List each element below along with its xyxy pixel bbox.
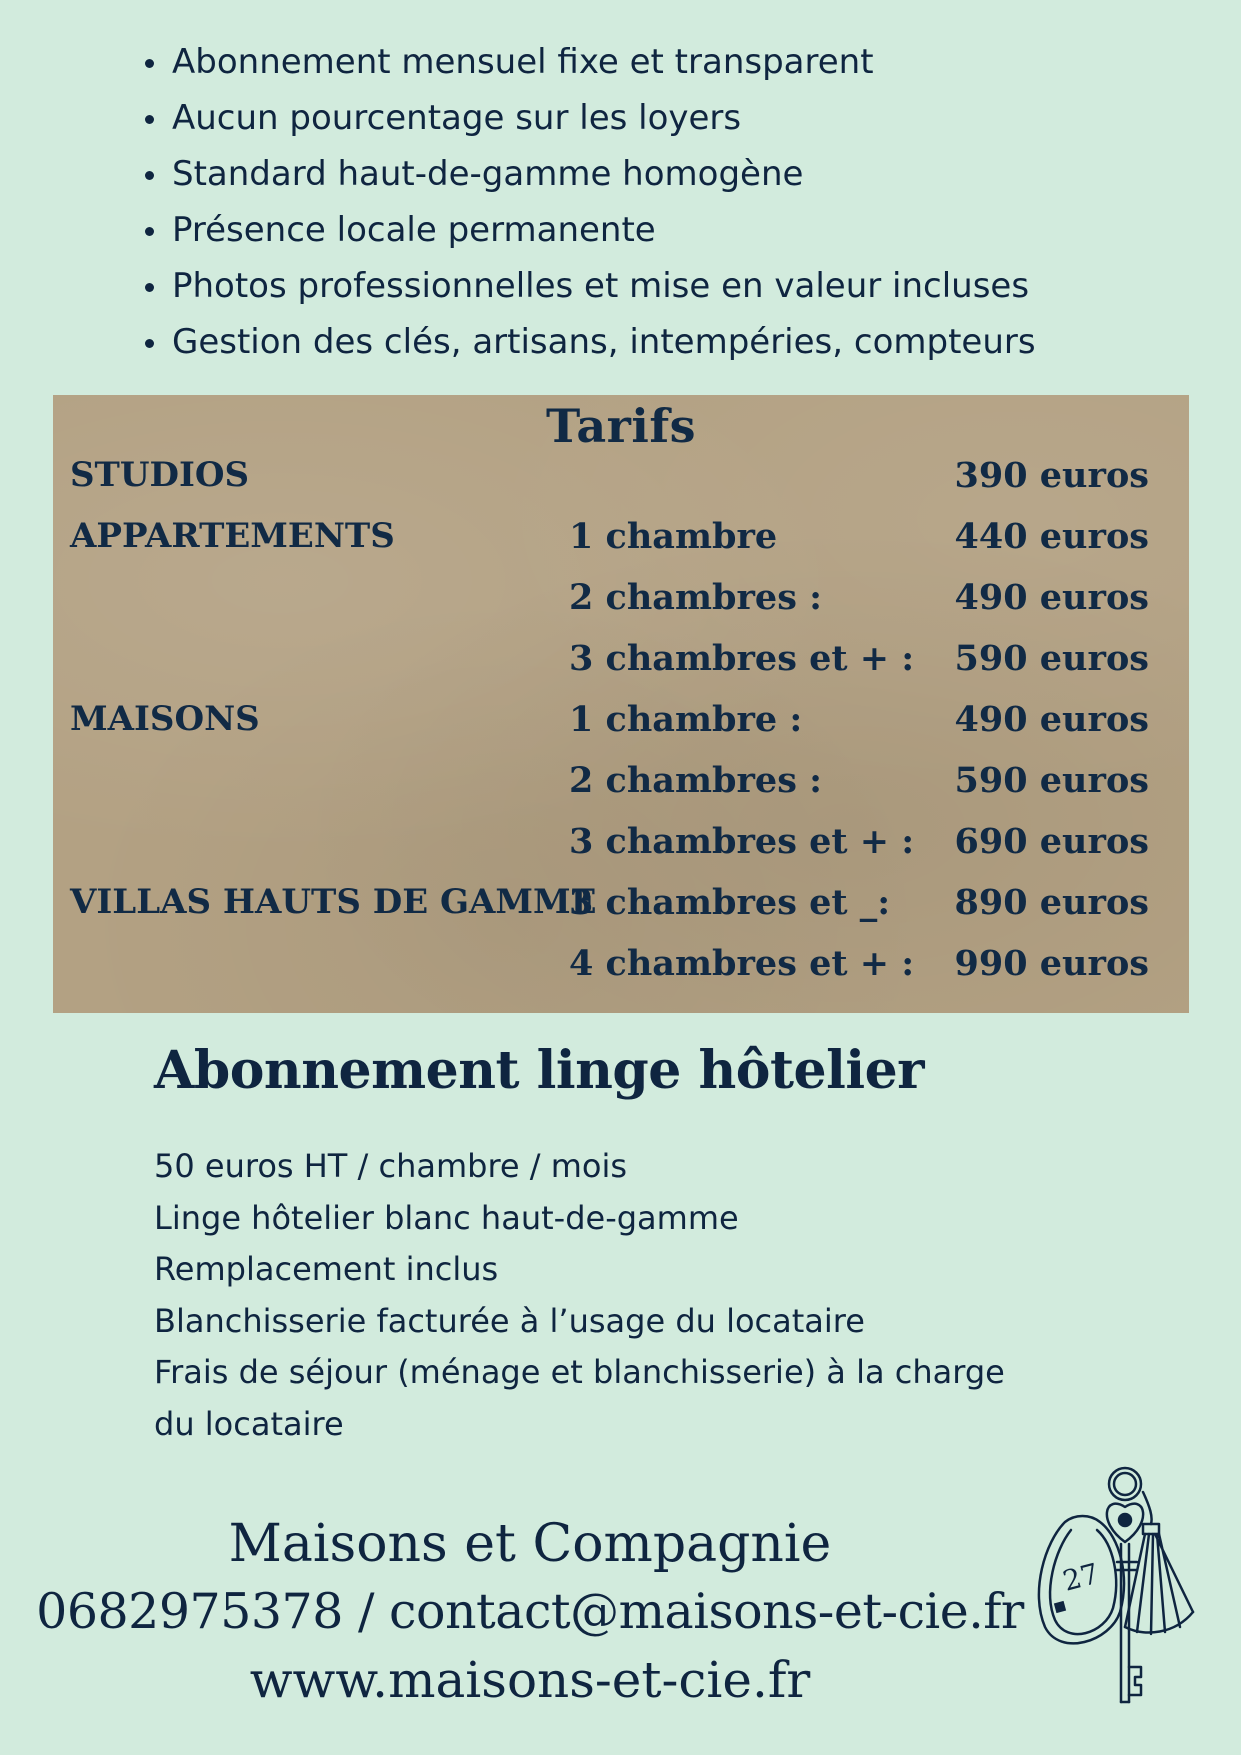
website-link[interactable]: www.maisons-et-cie.fr	[249, 1651, 811, 1709]
linge-item: Frais de séjour (ménage et blanchisserie) à la charge du locataire	[154, 1353, 1005, 1443]
tarif-price: 490 euros	[954, 699, 1149, 740]
linge-item: Blanchisserie facturée à l’usage du locataire	[154, 1301, 865, 1340]
feature-item: • Photos professionnelles et mise en valeur incluses	[170, 258, 1036, 314]
tarif-row	[53, 760, 1189, 821]
tarifs-panel	[53, 395, 1189, 1013]
tarif-category: VILLAS HAUTS DE GAMME	[70, 882, 597, 922]
tarif-price: 390 euros	[954, 455, 1149, 496]
tarif-price: 690 euros	[954, 821, 1149, 862]
linge-item: Remplacement inclus	[154, 1250, 499, 1288]
feature-item: • Aucun pourcentage sur les loyers	[170, 90, 1036, 146]
tarif-rooms: 3 chambres et _:	[569, 882, 891, 923]
tarif-price: 990 euros	[954, 943, 1149, 984]
contact-block	[0, 1510, 1060, 1714]
company-name: Maisons et Compagnie	[228, 1514, 832, 1574]
tarif-row	[53, 455, 1189, 516]
tarif-rooms: 4 chambres et + :	[569, 943, 915, 984]
phone-email[interactable]: 0682975378 / contact@maisons-et-cie.fr	[36, 1583, 1024, 1640]
tarif-category: MAISONS	[70, 699, 260, 739]
linge-details	[154, 1141, 1014, 1450]
feature-item: • Présence locale permanente	[170, 202, 1036, 258]
tarif-row	[53, 943, 1189, 1004]
tarif-rooms: 3 chambres et + :	[569, 821, 915, 862]
tarif-row	[53, 638, 1189, 699]
tarif-price: 490 euros	[954, 577, 1149, 618]
tarif-rooms: 3 chambres et + :	[569, 638, 915, 679]
key-with-tag-icon	[1025, 1462, 1210, 1722]
tarif-rooms: 1 chambre	[569, 516, 778, 557]
tarif-price: 590 euros	[954, 638, 1149, 679]
tarif-category: STUDIOS	[70, 455, 250, 495]
tarif-row	[53, 821, 1189, 882]
linge-item: 50 euros HT / chambre / mois	[154, 1147, 628, 1185]
tarif-row	[53, 699, 1189, 760]
feature-item: • Abonnement mensuel fixe et transparent	[170, 34, 1036, 90]
tarif-price: 590 euros	[954, 760, 1149, 801]
feature-item: • Standard haut-de-gamme homogène	[170, 146, 1036, 202]
tarif-row	[53, 577, 1189, 638]
tarif-price: 440 euros	[954, 516, 1149, 557]
linge-title: Abonnement linge hôtelier	[154, 1040, 925, 1101]
tarif-row	[53, 882, 1189, 943]
features-list	[130, 34, 1036, 370]
tarif-rooms: 2 chambres :	[569, 760, 822, 801]
feature-item: • Gestion des clés, artisans, intempéries, compteurs	[170, 314, 1036, 370]
tarif-category: APPARTEMENTS	[70, 516, 395, 556]
tarif-price: 890 euros	[954, 882, 1149, 923]
tarif-rooms: 1 chambre :	[569, 699, 803, 740]
linge-item: Linge hôtelier blanc haut-de-gamme	[154, 1198, 739, 1237]
tarif-row	[53, 516, 1189, 577]
key-tag-number: 27	[1059, 1556, 1103, 1598]
tarifs-title: Tarifs	[545, 399, 697, 453]
tarif-rooms: 2 chambres :	[569, 577, 822, 618]
